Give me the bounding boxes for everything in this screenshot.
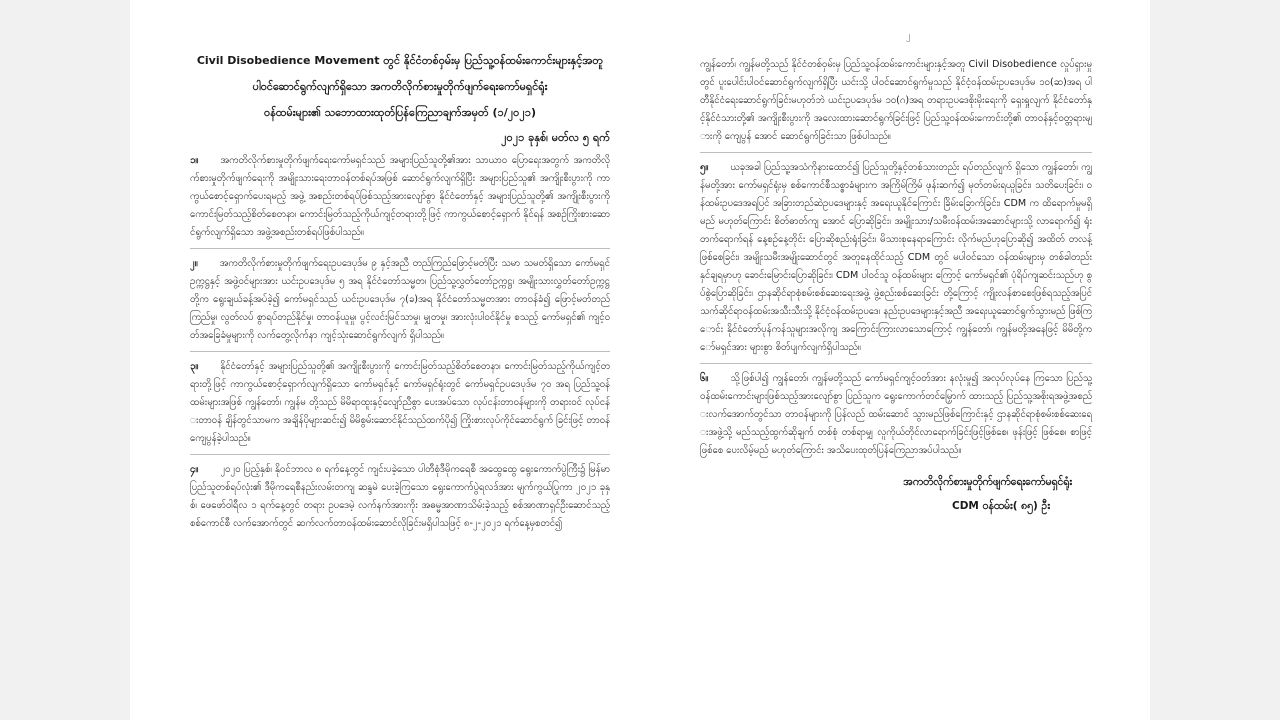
divider xyxy=(700,152,1092,153)
page-number: ၂ xyxy=(906,31,911,41)
paragraph-3 xyxy=(190,358,610,448)
paragraph-text: ၂၀၂၀ ပြည့်နှစ်၊ နိုဝင်ဘာလ ၈ ရက်နေ့တွင် ကျင်းပခဲ့သော ပါတီစုံဒီမိုကရေစီ အထွေထွေ ရွေးကောက်ပွဲကြီး၌ မြန်မာပြည်သူတစ်ရပ်လုံး၏ ဒီမိုကရေစီနည်းလမ်းတကျ ဆန္ဒမဲ ပေးခဲ့ကြသော ရွေးကောက်ပွဲရလဒ်အား မျက်ကွယ်ပြုကာ ၂၀၂၁ ခုနှစ်၊ ဖေဖော်ဝါရီလ ၁ ရက်နေ့တွင် တရား ဥပဒေမဲ့ လက်နက်အားကိုး အဓမ္မအာဏာသိမ်းခဲ့သည့် စစ်အာဏာရှင်ဦးဆောင်သည့် စစ်ကောင်စီ လက်အောက်တွင် ဆက်လက်တာဝန်ထမ်းဆောင်လိုခြင်းမရှိပါသဖြင့် ၈-၂-၂၀၂၁ ရက်နေ့မှစတင်၍ xyxy=(190,464,610,529)
paragraph-6 xyxy=(700,370,1092,460)
paragraph-number: ၆။ xyxy=(700,373,709,384)
divider xyxy=(190,351,610,352)
right-margin-bar xyxy=(1150,0,1280,720)
signature-block xyxy=(700,470,1092,518)
paragraph-text: နိုင်ငံတော်နှင့် အများပြည်သူတို့၏ အကျိုးစီးပွားကို ကောင်းမြတ်သည့်စိတ်စေတနာ၊ ကောင်းမြတ်သည့်ကိုယ်ကျင့်တရားတို့ဖြင့် ကာကွယ်စောင့်ရှောက်လျက်ရှိသော ကော်မရှင်နှင့် ကော်မရှင်ရုံးတွင် ကော်မရှင်ဥပဒေပုဒ်မ ၇၀ အရ ပြည်သူ့ဝန်ထမ်းများအဖြစ် ကျွန်တော်၊ ကျွန်မ တို့သည် မိမိရာထူးနှင့်လျော်ညီစွာ ပေးအပ်သော လုပ်ငန်းတာဝန်များကို တရားဝင် လုပ်ငန်းတာဝန် ချိန်တွင်သာမက အချိန်ပိုများဆင်း၍ မိမိစွမ်းဆောင်နိုင်သည်ထက်ပို၍ ကြိုးစားလုပ်ကိုင်ဆောင်ရွက် ခြင်းဖြင့် တာဝန်ကျေပွန်ခဲ့ပါသည်။ xyxy=(190,361,610,444)
document-title xyxy=(190,50,610,124)
paragraph-4 xyxy=(190,461,610,533)
title-line: ဝန်ထမ်းများ၏ သဘောထားထုတ်ပြန်ကြေညာချက်အမှတ် (၁/၂၀၂၁) xyxy=(264,106,536,119)
title-line: ပါဝင်ဆောင်ရွက်လျက်ရှိသော အကတိလိုက်စားမှုတိုက်ဖျက်ရေးကော်မရှင်ရုံး xyxy=(252,80,548,93)
paragraph-number: ၃။ xyxy=(190,361,199,372)
signature-count: CDM ဝန်ထမ်း( ၈၅) ဦး xyxy=(952,500,1050,512)
document-date: ၂၀၂၁ ခုနှစ်၊ မတ်လ ၅ ရက် xyxy=(501,131,610,144)
signature-org: အကတိလိုက်စားမှုတိုက်ဖျက်ရေးကော်မရှင်ရုံး xyxy=(903,476,1072,488)
paragraph-2 xyxy=(190,255,610,345)
left-column xyxy=(190,50,610,539)
paragraph-number: ၄။ xyxy=(190,464,199,475)
paragraph-number: ၂။ xyxy=(190,258,198,269)
paragraph-number: ၅။ xyxy=(700,162,709,173)
paragraph-text: သို့ဖြစ်ပါ၍ ကျွန်တော်၊ ကျွန်မတို့သည် ကော်မရှင်ကျင့်ဝတ်အား နလုံးမှု၍ အလုပ်လုပ်နေ ကြသော ပြည်သူ့ဝန်ထမ်းကောင်းများဖြစ်သည့်အားလျော်စွာ ပြည်သူက ရွေးကောက်တင်မြှောက် ထားသည့် ပြည်သူ့အစိုးရအဖွဲ့အစည်းလက်အောက်တွင်သာ တာဝန်များကို ပြန်လည် ထမ်းဆောင် သွားမည်ဖြစ်ကြောင်းနှင့် ဌာနဆိုင်ရာစုံစမ်းစစ်ဆေးရေးအဖွဲ့သို့ မည်သည့်ထွက်ဆိုချက် တစ်စုံ တစ်ရာမျှ လူကိုယ်တိုင်လာရောက်ခြင်းဖြင့်ဖြစ်စေ၊ ဖုန်းဖြင့် ဖြစ်စေ၊ စာဖြင့် ဖြစ်စေ ပေးလိမ့်မည် မဟုတ်ကြောင်း အသိပေးထုတ်ပြန်ကြေညာအပ်ပါသည်။ xyxy=(700,373,1092,456)
paragraph-number: ၁။ xyxy=(190,155,199,166)
title-line: Civil Disobedience Movement တွင် နိုင်ငံတစ်ဝှမ်းမှ ပြည်သူ့ဝန်ထမ်းကောင်းများနှင့်အတူ xyxy=(196,54,604,67)
paragraph-text: အကတိလိုက်စားမှုတိုက်ဖျက်ရေးကော်မရှင်သည် အများပြည်သူတို့၏အား သာယာဝ ပြောရေးအတွက် အကတိလိုက်စားမှုတိုက်ဖျက်ရေးကို အမျိုးသားရေးတာဝန်တစ်ရပ်အဖြစ် ဆောင်ရွက်လျက်ရှိပြီး အများပြည်သူ၏ အကျိုးစီးပွားကို ကာကွယ်စောင့်ရှောက်ပေးရမည့် အဖွဲ့ အစည်းတစ်ရပ်ဖြစ်သည့်အားလျော်စွာ နိုင်ငံတော်နှင့် အများပြည်သူတို့၏ အကျိုးစီးပွားကို ကောင်းမြတ်သည့်စိတ်စေတနာ၊ ကောင်းမြတ်သည့်ကိုယ်ကျင့်တရားတို့ဖြင့် ကာကွယ်စောင့်ရှောက် နိုင်ရန် အစဉ်ကြိုးစားဆောင်ရွက်လျက်ရှိသော အဖွဲ့အစည်းတစ်ရပ်ဖြစ်ပါသည်။ xyxy=(190,155,610,238)
divider xyxy=(190,248,610,249)
divider xyxy=(700,363,1092,364)
paragraph-text: ယခုအခါ ပြည်သူ့အသံကိုနားထောင်၍ ပြည်သူတို့နှင့်တစ်သားတည်း ရပ်တည်လျက် ရှိသော ကျွန်တော်၊ ကျွန်မတို့အား ကော်မရှင်ရုံးမှ စစ်ကောင်စီသစ္စာခံများက အကြိမ်ကြိမ် ဖုန်းဆက်၍ မုတ်တမ်းရယူခြင်း၊ သတိပေးခြင်း၊ ဝန်ထမ်းဥပဒေအရပြင် အခြားတည်ဆဲဥပဒေများနှင့် အရေးယူနိုင်ကြောင်း ခြိမ်းခြောက်ခြင်း၊ CDM က ထိရောက်မှုမရှိမည် မဟုတ်ကြောင်း စိတ်ဓာတ်ကျ အောင် ပြောဆိုခြင်း၊ အမျိုးသား/သမီးဝန်ထမ်းအဆောင်များသို့ လာရောက်၍ ရုံးတက်ရောက်ရန် နေ့စဉ်နေ့တိုင်း ပြောဆိုစည်းရုံးခြင်း၊ မိသားစုနေရာကြောင်း လိုက်မည်ဟုပြောဆို၍ အထိတ် တလန့်ဖြစ်စေခြင်း၊ အမျိုးသမီးအမျိုးဆောင်တွင် အတူနေထိုင်သည့် CDM တွင် မပါဝင်သော ဝန်ထမ်းများမှ တစ်ခါတည်း နှင်ချရမှာဟု ခောင်းမြောင်းပြောဆိုခြင်း၊ CDM ပါဝင်သူ ဝန်ထမ်းများ ကြောင့် ကော်မရှင်၏ ပုံရိပ်ကျဆင်းသည်ဟု စွပ်စွဲပြောဆိုခြင်း၊ ဌာနဆိုင်ရာစုံစမ်းစစ်ဆေးရေးအဖွဲ့ ဖွဲ့စည်းစစ်ဆေးခြင်း တို့ကြောင့် ကျိုးလန်စာစေးဖြစ်ရသည့်အပြင် သက်ဆိုင်ရာဝန်ထမ်းအသီးသီးသို့ နိုင်ငံ့ဝန်ထမ်းဥပဒေ၊ နည်းဥပဒေများနှင့်အညီ အရေးယူဆောင်ရွက်သွားမည် ဖြစ်ကြောင်း နိုင်ငံတော်ပုန်ကန်သူများအလိုကျ အကြောင်းကြားလာသောကြောင့် ကျွန်တော်၊ ကျွန်မတို့အနေဖြင့် မိမိတို့ကော်မရှင်အား များစွာ စိတ်ပျက်လျက်ရှိပါသည်။ xyxy=(700,162,1092,353)
left-margin-bar xyxy=(0,0,130,720)
divider xyxy=(190,454,610,455)
paragraph-1 xyxy=(190,152,610,242)
paragraph-text: ကျွန်တော်၊ ကျွန်မတို့သည် နိုင်ငံတစ်ဝှမ်းမှ ပြည်သူ့ဝန်ထမ်းကောင်းများနှင့်အတူ Civil Disobedience လှုပ်ရှားမှုတွင် ပူးပေါင်းပါဝင်ဆောင်ရွက်လျက်ရှိပြီး ယင်းသို့ ပါဝင်ဆောင်ရွက်မှုသည် နိုင်ငံ့ဝန်ထမ်းဥပဒေပုဒ်မ ၁၀(ဆ)အရ ပါတီနိုင်ငံရေးဆောင်ရွက်ခြင်းမဟုတ်ဘဲ ယင်းဥပဒေပုဒ်မ ၁၀(ဂ)အရ တရားဥပဒေစိုးမိုးရေးကို ရှေးရှုလျက် နိုင်ငံတော်နှင့်နိုင်ငံသားတို့၏ အကျိုးစီးပွားကို အလေးထားဆောင်ရွက်ခြင်းဖြင့် ပြည်သူ့ဝန်ထမ်းကောင်းတို့၏ တာဝန်နှင့်ဝတ္တရားများကို ကျေပွန် အောင် ဆောင်ရွက်ခြင်းသာ ဖြစ်ပါသည်။ xyxy=(700,59,1092,142)
right-column xyxy=(700,56,1092,518)
paragraph-5 xyxy=(700,159,1092,357)
paragraph-4-continued xyxy=(700,56,1092,146)
paragraph-text: အကတိလိုက်စားမှုတိုက်ဖျက်ရေးဥပဒေပုဒ်မ ၉ နှင့်အညီ တည်ကြည်ဖြောင့်မတ်ပြီး သမာ သမတ်ရှိသော ကော်မရှင်ဥက္ကဋ္ဌနှင့် အဖွဲ့ဝင်များအား ယင်းဥပဒေပုဒ်မ ၅ အရ နိုင်ငံတော်သမ္မတ၊ ပြည်သူ့လွှတ်တော်ဥက္ကဋ္ဌ၊ အမျိုးသားလွှတ်တော်ဥက္ကဋ္ဌတို့က ရွေးချယ်ခန့်အပ်ခဲ့၍ ကော်မရှင်သည် ယင်းဥပဒေပုဒ်မ ၇(ခ)အရ နိုင်ငံတော်သမ္မတအား တာဝန်ခံ၍ ဖြောင့်မတ်တည်ကြည်မှု၊ လွတ်လပ် စွာရပ်တည်နိုင်မှု၊ တာဝန်ယူမှု၊ ပွင့်လင်းမြင်သာမှု၊ မျှတမှု၊ အားလုံးပါဝင်နိုင်မှု စသည့် ကော်မရှင်၏ ကျင့်ဝတ်အခြေခံမှုများကို လက်တွေ့လိုက်နာ ကျင့်သုံးဆောင်ရွက်လျက် ရှိပါသည်။ xyxy=(190,258,610,341)
